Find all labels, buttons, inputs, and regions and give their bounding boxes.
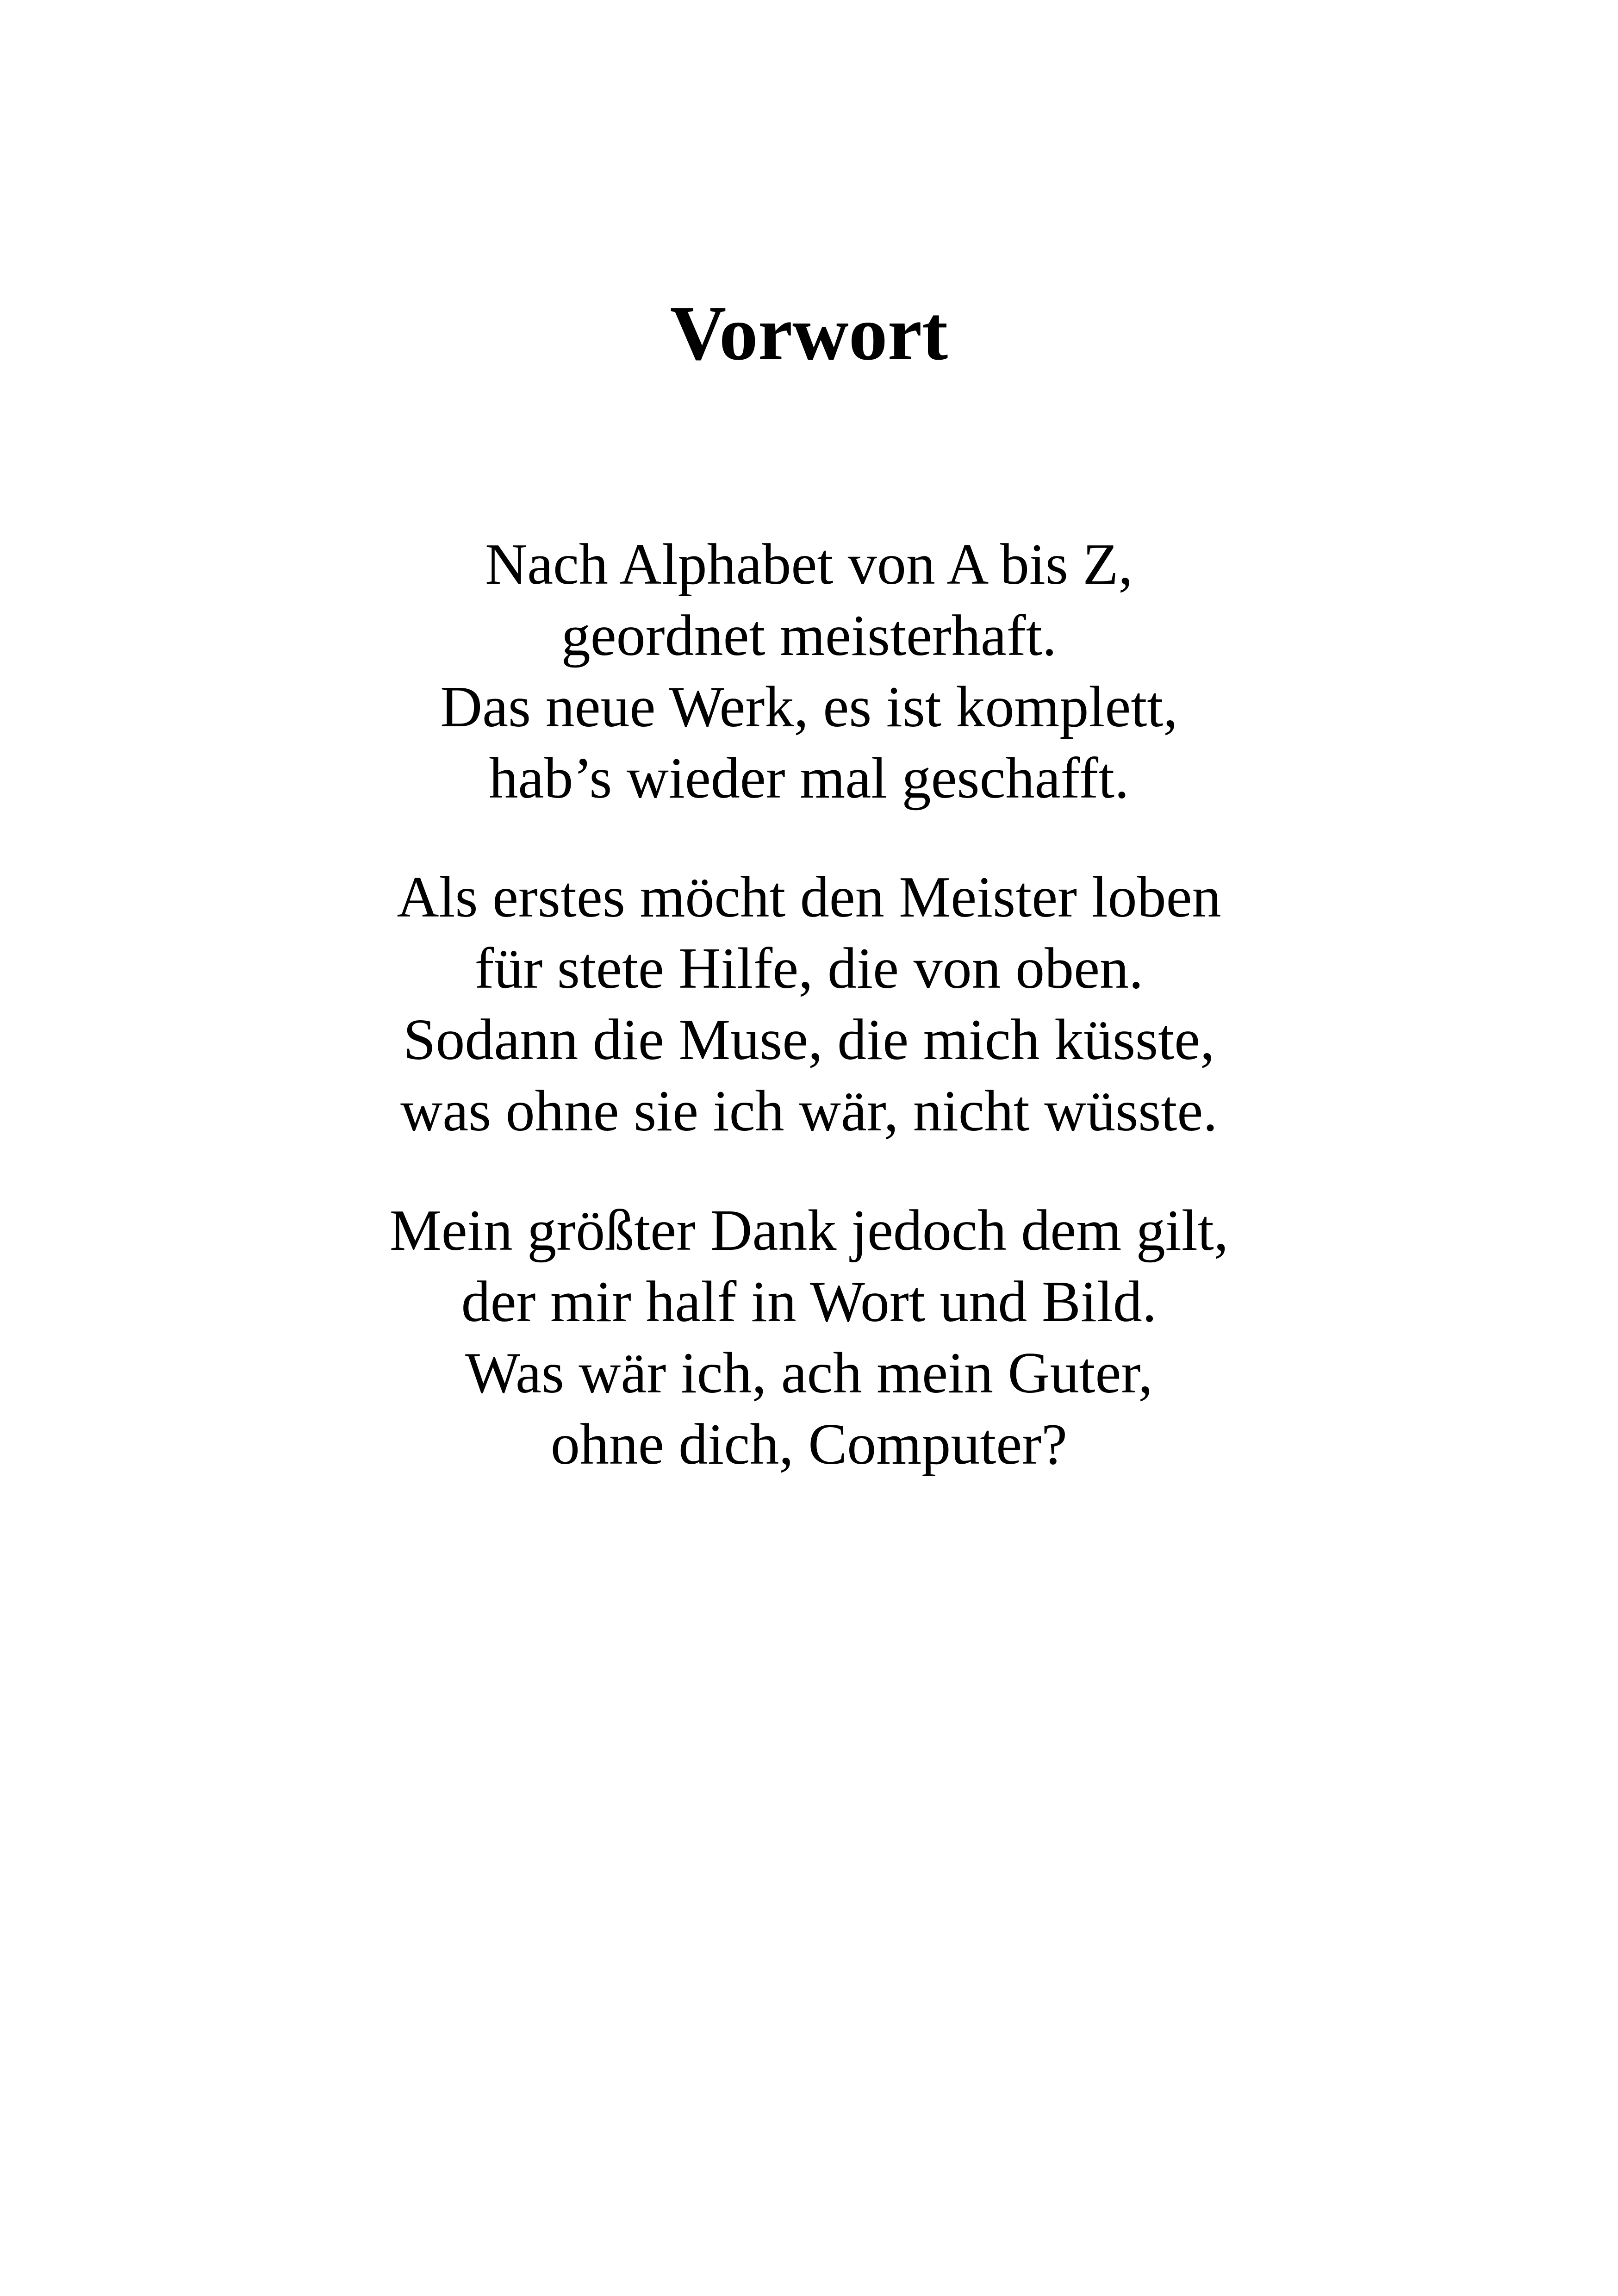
poem-line: Als erstes möcht den Meister loben (397, 865, 1221, 930)
poem-stanza-3 (0, 1195, 1618, 1480)
poem-line: für stete Hilfe, die von oben. (474, 936, 1144, 1001)
poem-line: geordnet meisterhaft. (561, 604, 1057, 668)
poem-line: Das neue Werk, es ist komplett, (440, 675, 1178, 739)
poem-line: Mein größter Dank jedoch dem gilt, (389, 1198, 1229, 1263)
poem-line: Was wär ich, ach mein Guter, (465, 1341, 1153, 1405)
poem-line: ohne dich, Computer? (550, 1412, 1068, 1477)
poem-line: was ohne sie ich wär, nicht wüsste. (400, 1079, 1218, 1143)
poem-stanza-2 (0, 862, 1618, 1147)
page-title: Vorwort (670, 290, 948, 376)
poem-line: der mir half in Wort und Bild. (461, 1270, 1157, 1334)
poem-line: hab’s wieder mal geschafft. (489, 746, 1129, 811)
poem-line: Sodann die Muse, die mich küsste, (403, 1008, 1215, 1072)
poem-line: Nach Alphabet von A bis Z, (485, 532, 1133, 597)
poem-stanza-1 (0, 529, 1618, 814)
